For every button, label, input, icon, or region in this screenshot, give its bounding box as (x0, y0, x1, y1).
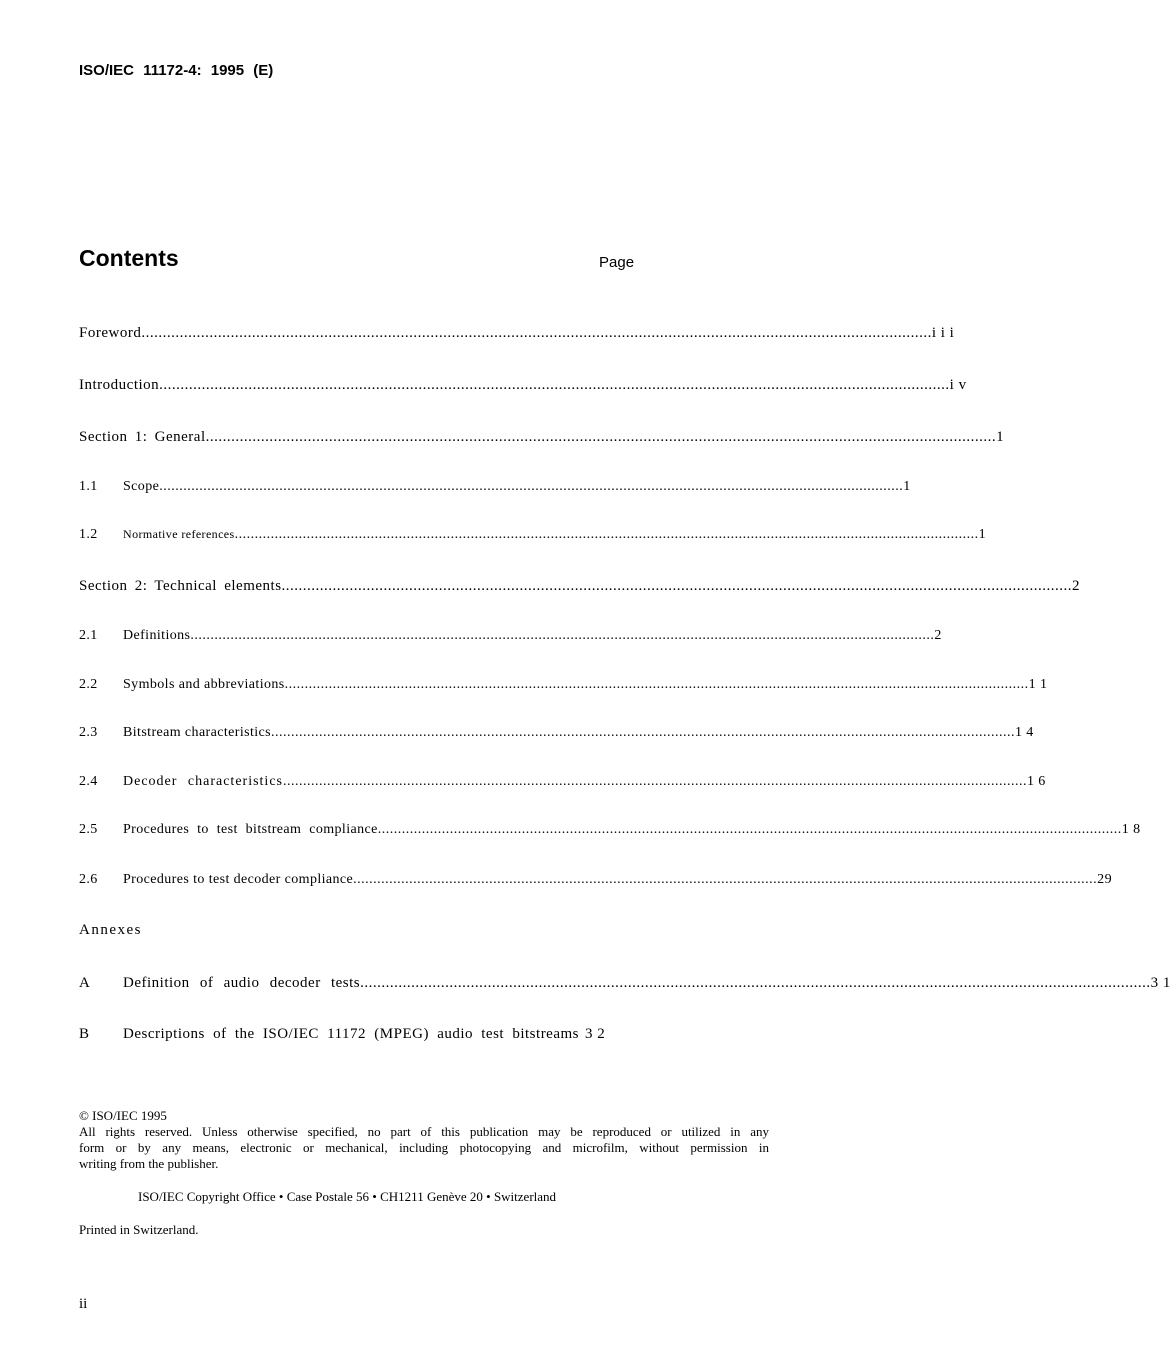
toc-entry-section-2[interactable] (79, 578, 1081, 595)
dot-leader: .......................................................................................................................................................................................... (234, 527, 979, 542)
copyright-office-address: ISO/IEC Copyright Office • Case Postale 56 • CH1211 Genève 20 • Switzerland (138, 1189, 557, 1204)
toc-page: i v (949, 377, 967, 393)
rights-line-1: All rights reserved. Unless otherwise specified, no part of this publication may be reproduced or utilized in any (79, 1124, 769, 1139)
toc-page: 3 1 (1150, 975, 1171, 991)
toc-title: Bitstream characteristics (123, 725, 271, 740)
toc-title: Scope (123, 479, 160, 494)
toc-page: 3 2 (585, 1026, 606, 1042)
toc-number: 1.2 (79, 527, 98, 542)
toc-number: 2.6 (79, 872, 98, 887)
dot-leader: .......................................................................................................................................................................................... (271, 725, 1015, 740)
toc-page: 1 (978, 527, 987, 542)
toc-entry-section-1[interactable] (79, 429, 1005, 446)
dot-leader: .......................................................................................................................................................................................... (159, 479, 904, 494)
toc-number: 2.2 (79, 677, 98, 692)
annexes-heading: Annexes (79, 922, 142, 938)
toc-title: Foreword (79, 325, 142, 341)
toc-title: Section 1: General (79, 429, 206, 445)
dot-leader: .......................................................................................................................................................................................... (360, 975, 1151, 991)
toc-entry-1-2[interactable] (79, 527, 987, 543)
dot-leader: .......................................................................................................................................................................................... (282, 774, 1027, 789)
toc-title: Procedures to test decoder compliance (123, 872, 354, 887)
toc-title: Symbols and abbreviations (123, 677, 285, 692)
toc-number: 2.4 (79, 774, 98, 789)
toc-number: 2.5 (79, 822, 98, 837)
printed-in: Printed in Switzerland. (79, 1222, 199, 1237)
toc-number: 1.1 (79, 479, 98, 494)
dot-leader: .......................................................................................................................................................................................... (159, 377, 950, 393)
copyright-line: © ISO/IEC 1995 (79, 1108, 167, 1123)
toc-page: 1 (903, 479, 911, 494)
page-number: ii (79, 1296, 88, 1312)
toc-entry-2-1[interactable] (79, 628, 942, 644)
dot-leader: .......................................................................................................................................................................................... (190, 628, 935, 643)
toc-entry-2-5[interactable] (79, 822, 1141, 838)
toc-entry-introduction[interactable] (79, 377, 967, 394)
toc-entry-2-4[interactable] (79, 774, 1046, 790)
document-id: ISO/IEC 11172-4: 1995 (E) (79, 62, 274, 79)
toc-entry-annex-a[interactable] (79, 975, 1171, 992)
toc-title: Definitions (123, 628, 191, 643)
dot-leader: .......................................................................................................................................................................................... (141, 325, 932, 341)
toc-page: 2 (1072, 578, 1081, 594)
toc-title: Procedures to test bitstream compliance (123, 822, 378, 837)
rights-line-2: form or by any means, electronic or mechanical, including photocopying and microfilm, without permission in (79, 1140, 769, 1155)
toc-title: Introduction (79, 377, 160, 393)
rights-line-3: writing from the publisher. (79, 1156, 219, 1171)
toc-number: A (79, 975, 91, 991)
toc-page: 1 (996, 429, 1005, 445)
toc-page: 2 (934, 628, 942, 643)
toc-page: 29 (1097, 872, 1112, 887)
toc-page: 1 6 (1026, 774, 1046, 789)
toc-page: 1 8 (1121, 822, 1141, 837)
toc-page: 1 1 (1028, 677, 1048, 692)
toc-page: i i i (931, 325, 955, 341)
toc-entry-2-6[interactable] (79, 872, 1112, 888)
copyright-notice (79, 1108, 769, 1172)
toc-page: 1 4 (1015, 725, 1034, 740)
toc-title: Section 2: Technical elements (79, 578, 282, 594)
contents-title: Contents (79, 245, 179, 271)
toc-title: Definition of audio decoder tests (123, 975, 361, 991)
toc-entry-2-2[interactable] (79, 677, 1048, 693)
toc-number: 2.3 (79, 725, 98, 740)
toc-entry-annex-b[interactable] (79, 1026, 641, 1043)
toc-title: Normative references (123, 527, 235, 541)
dot-leader: .......................................................................................................................................................................................... (281, 578, 1073, 594)
toc-number: 2.1 (79, 628, 98, 643)
toc-entry-foreword[interactable] (79, 325, 955, 342)
toc-entry-2-3[interactable] (79, 725, 1034, 741)
dot-leader: .......................................................................................................................................................................................... (353, 872, 1098, 887)
dot-leader: .......................................................................................................................................................................................... (205, 429, 997, 445)
toc-entry-1-1[interactable] (79, 479, 911, 495)
toc-title: Decoder characteristics (123, 774, 283, 789)
dot-leader: .......................................................................................................................................................................................... (377, 822, 1122, 837)
page-column-label: Page (599, 254, 635, 271)
dot-leader: .......................................................................................................................................................................................... (284, 677, 1029, 692)
toc-title: Descriptions of the ISO/IEC 11172 (MPEG) audio test bitstreams (123, 1026, 580, 1042)
toc-number: B (79, 1026, 90, 1042)
